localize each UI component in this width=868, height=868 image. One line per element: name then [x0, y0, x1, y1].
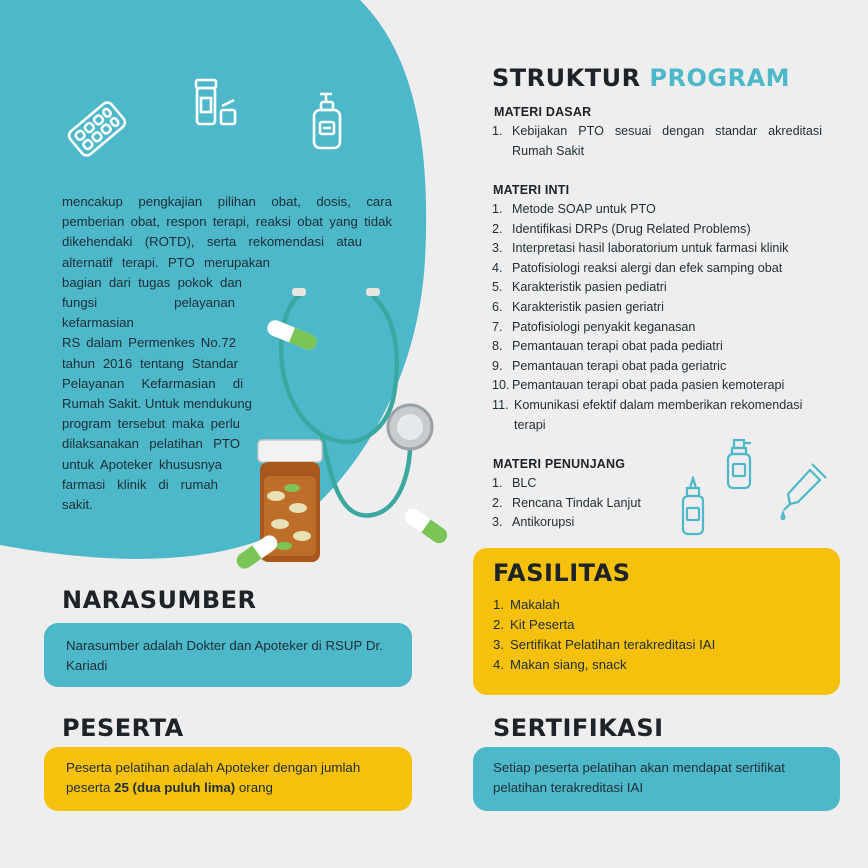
fasilitas-heading: FASILITAS	[493, 559, 631, 587]
intro-line: farmasi klinik di rumah	[62, 476, 218, 492]
struktur-program-heading	[492, 64, 790, 92]
sertifikasi-heading: SERTIFIKASI	[493, 714, 664, 742]
spray-bottle-icon	[724, 438, 754, 492]
intro-line: Rumah Sakit. Untuk mendukung	[62, 396, 252, 412]
struktur-title: STRUKTUR	[492, 64, 641, 92]
capsule-icon	[232, 530, 282, 574]
narasumber-box	[44, 623, 412, 687]
intro-line: Pelayanan Kefarmasian di	[62, 375, 243, 391]
intro-line: fungsi pelayanan kefarmasian	[62, 295, 235, 331]
materi-dasar-list	[492, 122, 822, 161]
intro-line: program tersebut maka perlu	[62, 416, 240, 432]
intro-line: mencakup pengkajian pilihan obat, dosis, cara	[62, 194, 392, 209]
intro-line: dikehendaki (ROTD), serta rekomendasi atau	[62, 234, 362, 250]
peserta-heading: PESERTA	[62, 714, 184, 742]
peserta-box	[44, 747, 412, 811]
capsule-icon	[400, 504, 452, 548]
list-item: 11. Komunikasi efektif dalam memberikan rekomendasi terapi	[492, 397, 803, 432]
list-item: 5. Karakteristik pasien pediatri	[492, 280, 667, 295]
narasumber-heading: NARASUMBER	[62, 586, 257, 614]
list-item: 2. Rencana Tindak Lanjut	[492, 495, 641, 510]
materi-dasar-label: MATERI DASAR	[494, 105, 592, 119]
list-item: 2. Identifikasi DRPs (Drug Related Problems)	[492, 221, 751, 236]
intro-line: bagian dari tugas pokok dan	[62, 274, 242, 290]
fasilitas-box	[473, 548, 840, 695]
list-item: 9. Pemantauan terapi obat pada geriatric	[492, 358, 727, 373]
pipette-icon	[776, 460, 830, 524]
capsule-icon	[262, 318, 322, 352]
sertifikasi-text: Setiap peserta pelatihan akan mendapat sertifikat pelatihan terakreditasi IAI	[493, 760, 785, 795]
list-item: 4. Makan siang, snack	[493, 656, 627, 672]
list-item: 8. Pemantauan terapi obat pada pediatri	[492, 339, 723, 354]
fasilitas-list	[493, 595, 820, 675]
list-item: 4. Patofisiologi reaksi alergi dan efek samping obat	[492, 260, 783, 275]
intro-line: dilaksanakan pelatihan PTO	[62, 436, 240, 452]
intro-line: RS dalam Permenkes No.72	[62, 335, 236, 351]
list-item: 1. Makalah	[493, 596, 560, 612]
list-item: 1. Metode SOAP untuk PTO	[492, 202, 656, 216]
list-item: 3. Interpretasi hasil laboratorium untuk farmasi klinik	[492, 241, 789, 256]
peserta-text-end: orang	[235, 779, 273, 795]
list-item: 10. Pemantauan terapi obat pada pasien kemoterapi	[492, 378, 785, 393]
list-item: 3. Sertifikat Pelatihan terakreditasi IAI	[493, 636, 716, 652]
list-item: 3. Antikorupsi	[492, 515, 575, 530]
program-title: PROGRAM	[649, 64, 791, 92]
sertifikasi-box	[473, 747, 840, 811]
intro-line: alternatif terapi. PTO merupakan	[62, 254, 270, 270]
materi-penunjang-label: MATERI PENUNJANG	[493, 457, 626, 471]
materi-inti-list	[492, 200, 827, 435]
peserta-text: Peserta pelatihan adalah Apoteker dengan jumlah peserta	[66, 760, 361, 795]
list-item: 6. Karakteristik pasien geriatri	[492, 299, 664, 314]
narasumber-text: Narasumber adalah Dokter dan Apoteker di RSUP Dr. Kariadi	[66, 638, 383, 673]
pump-bottle-icon	[308, 90, 348, 152]
list-item: 7. Patofisiologi penyakit keganasan	[492, 319, 696, 334]
dropper-bottle-icon	[678, 476, 708, 538]
intro-line: pemberian obat, respon terapi, reaksi obat yang tidak	[62, 214, 392, 230]
list-item: 1. BLC	[492, 476, 537, 490]
list-item: 2. Kit Peserta	[493, 616, 575, 632]
intro-line: sakit.	[62, 497, 93, 513]
intro-line: untuk Apoteker khususnya	[62, 456, 222, 472]
medicine-bottle-icon	[192, 78, 240, 128]
peserta-count: 25 (dua puluh lima)	[114, 779, 236, 795]
intro-line: tahun 2016 tentang Standar	[62, 355, 238, 371]
list-item: 1. Kebijakan PTO sesuai dengan standar akreditasi Rumah Sakit	[492, 124, 822, 158]
materi-inti-label: MATERI INTI	[493, 183, 570, 197]
pill-blister-icon	[62, 94, 132, 164]
materi-penunjang-list	[492, 474, 692, 533]
